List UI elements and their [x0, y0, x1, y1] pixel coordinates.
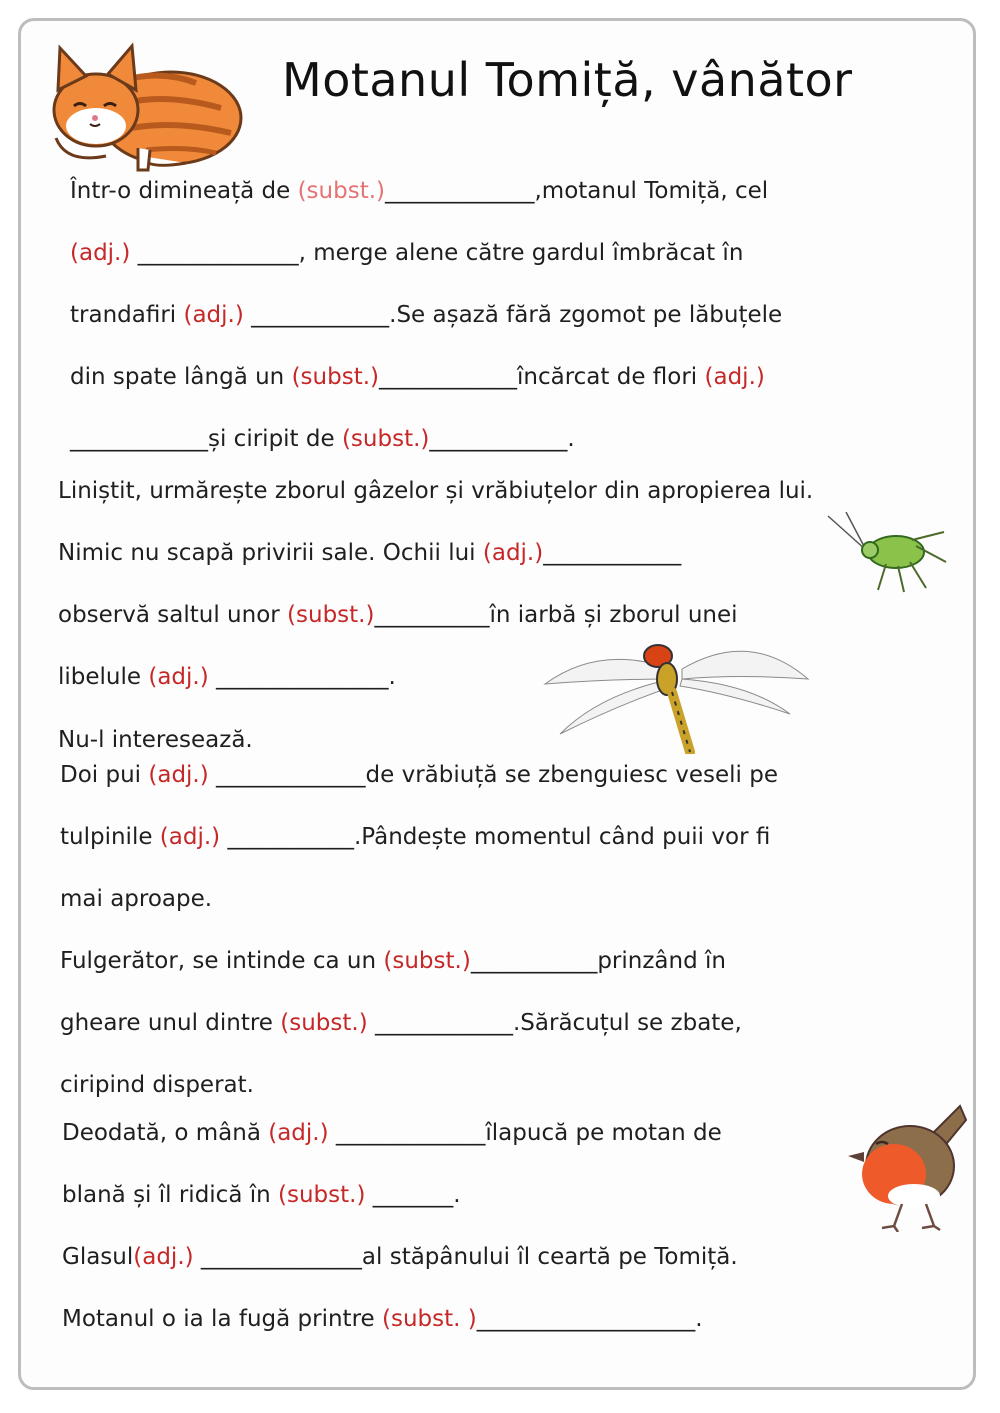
text-line: trandafiri (adj.) ____________.Se așază fără zgomot pe lăbuțele — [70, 302, 783, 328]
answer-blank[interactable]: _____________îlapucă pe motan de — [328, 1120, 722, 1146]
answer-blank[interactable]: ______________, merge alene către gardul îmbrăcat în — [130, 240, 744, 266]
answer-blank[interactable]: ____________.Sărăcuțul se zbate, — [367, 1010, 742, 1036]
answer-blank[interactable]: ____________. — [429, 426, 575, 452]
text-line: observă saltul unor (subst.)__________în iarbă și zborul unei — [58, 602, 738, 628]
part-of-speech-tag: (subst.) — [287, 602, 375, 628]
text-line: Fulgerător, se intinde ca un (subst.)___________prinzând în — [60, 948, 726, 974]
part-of-speech-tag: (adj.) — [704, 364, 765, 390]
text-line: mai aproape. — [60, 886, 213, 912]
text-line — [70, 238, 743, 268]
part-of-speech-tag: (subst.) — [341, 426, 430, 452]
part-of-speech-tag: (subst.) — [280, 1010, 368, 1036]
text-line: din spate lângă un (subst.)____________încărcat de flori (adj.) — [70, 364, 765, 390]
text-line: Motanul o ia la fugă printre (subst. )___________________. — [62, 1306, 703, 1332]
text-line: gheare unul dintre (subst.) ____________.Sărăcuțul se zbate, — [60, 1010, 742, 1036]
part-of-speech-tag: (adj.) — [133, 1244, 194, 1270]
part-of-speech-tag: (subst.) — [291, 364, 379, 390]
answer-blank[interactable]: _____________,motanul Tomiță, cel — [385, 178, 769, 204]
answer-blank[interactable]: ___________prinzând în — [470, 948, 726, 974]
part-of-speech-tag: (adj.) — [148, 762, 209, 788]
dragonfly-icon — [540, 624, 812, 754]
part-of-speech-tag: (subst. ) — [382, 1306, 477, 1332]
text-line: Deodată, o mână (adj.) _____________îlapucă pe motan de — [62, 1120, 722, 1146]
part-of-speech-tag: (adj.) — [482, 540, 544, 566]
text-line: libelule (adj.) _______________. — [58, 664, 396, 690]
answer-blank[interactable]: ____________.Se așază fără zgomot pe lăbuțele — [243, 302, 783, 328]
answer-blank[interactable]: ____________și ciripit de — [70, 426, 342, 452]
part-of-speech-tag: (adj.) — [268, 1120, 329, 1146]
answer-blank[interactable]: ___________.Pândește momentul când puii vor fi — [220, 824, 771, 850]
text-line: ciripind disperat. — [60, 1072, 254, 1098]
part-of-speech-tag: (subst.) — [383, 948, 471, 974]
cat-icon — [46, 38, 246, 172]
part-of-speech-tag: (adj.) — [159, 824, 221, 850]
answer-blank[interactable]: ____________încărcat de flori — [379, 364, 705, 390]
part-of-speech-tag: (adj.) — [183, 302, 244, 328]
text-line: blană și îl ridică în (subst.) _______. — [62, 1182, 461, 1208]
part-of-speech-tag: (adj.) — [148, 664, 209, 690]
page-title: Motanul Tomiță, vânător — [282, 53, 853, 107]
text-line: Glasul(adj.) ______________al stăpânului îl ceartă pe Tomiță. — [62, 1244, 738, 1270]
answer-blank[interactable]: __________în iarbă și zborul unei — [374, 602, 738, 628]
part-of-speech-tag: (adj.) — [70, 240, 131, 266]
answer-blank[interactable]: ___________________. — [476, 1306, 703, 1332]
text-line: tulpinile (adj.) ___________.Pândește momentul când puii vor fi — [60, 824, 771, 850]
text-line: Nu-l interesează. — [58, 727, 253, 753]
answer-blank[interactable]: ____________ — [543, 540, 682, 566]
answer-blank[interactable]: ______________al stăpânului îl ceartă pe Tomiță. — [193, 1244, 738, 1270]
text-line — [70, 424, 575, 454]
answer-blank[interactable]: _____________de vrăbiuță se zbenguiesc veseli pe — [208, 762, 778, 788]
answer-blank[interactable]: _______________. — [208, 664, 396, 690]
part-of-speech-tag: (subst.) — [297, 178, 385, 204]
text-line: Doi pui (adj.) _____________de vrăbiuță se zbenguiesc veseli pe — [60, 762, 778, 788]
text-line: Nimic nu scapă privirii sale. Ochii lui (adj.)____________ — [58, 540, 682, 566]
robin-bird-icon — [842, 1104, 968, 1232]
part-of-speech-tag: (subst.) — [278, 1182, 366, 1208]
insect-icon — [826, 512, 950, 594]
text-line: Într-o dimineață de (subst.)_____________,motanul Tomiță, cel — [70, 178, 769, 204]
text-line: Liniștit, urmărește zborul gâzelor și vrăbiuțelor din apropierea lui. — [58, 478, 814, 504]
answer-blank[interactable]: _______. — [365, 1182, 461, 1208]
